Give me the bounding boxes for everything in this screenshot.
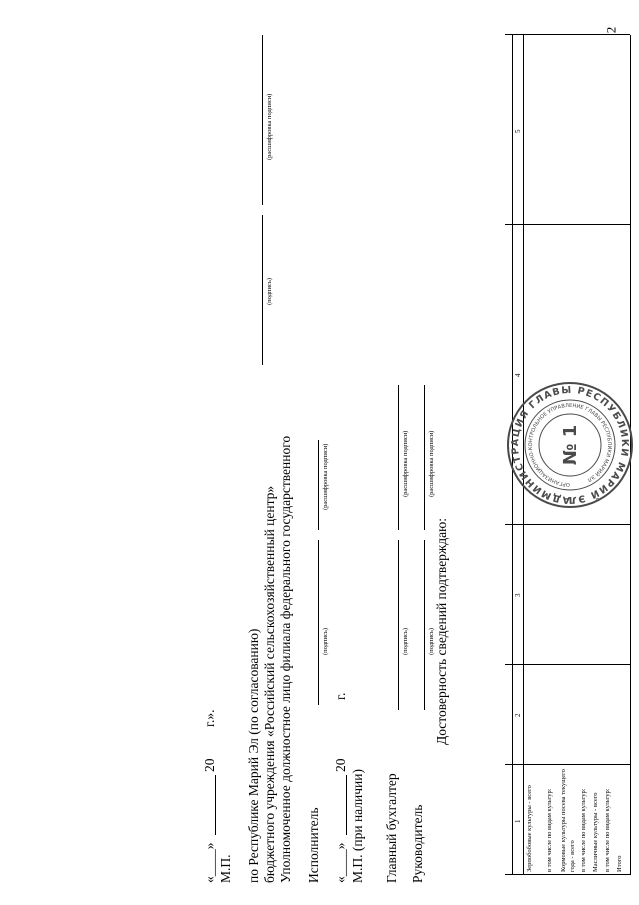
authorized-date-suffix: г.». xyxy=(202,709,217,727)
accountant-decode-caption: (расшифровка подписи) xyxy=(402,430,409,497)
head-signature-caption: (подпись) xyxy=(428,628,435,655)
authorized-stamp-place: М.П. xyxy=(218,854,233,883)
chief-accountant-label: Главный бухгалтер xyxy=(384,773,399,883)
executor-decode-caption: (расшифровка подписи) xyxy=(322,443,329,510)
page-number: 2 xyxy=(603,26,619,34)
authorized-signature-caption: (подпись) xyxy=(266,278,273,305)
column-number-1: 1 xyxy=(514,819,522,823)
official-seal xyxy=(505,380,635,510)
seal-center-number: № 1 xyxy=(560,424,581,466)
authorized-line-2: бюджетного учреждения «Российский сельскохозяйственный центр» xyxy=(262,485,277,883)
table-row: в том числе по видам культур: xyxy=(546,788,553,872)
column-number-3: 3 xyxy=(514,593,522,597)
date-open: «____» xyxy=(333,842,348,883)
accountant-signature-caption: (подпись) xyxy=(402,628,409,655)
table-row: Масличные культуры - всего xyxy=(592,792,599,872)
table-row: Кормовые культуры посева текущего года - всего xyxy=(560,769,576,872)
executor-label: Исполнитель xyxy=(306,807,321,883)
date-suffix: г. xyxy=(333,692,348,700)
authorized-date-year: 20 xyxy=(202,758,217,772)
authorized-date-open: «____» xyxy=(202,842,217,883)
attestation-heading: Достоверность сведений подтверждаю: xyxy=(434,518,449,745)
authorized-line-3: по Республике Марий Эл (по согласованию) xyxy=(246,628,261,883)
authorized-line-1: Уполномоченное должностное лицо филиала федерального государственного xyxy=(278,435,293,883)
table-row: Итого xyxy=(616,855,623,872)
column-number-5: 5 xyxy=(514,129,522,133)
executor-signature-caption: (подпись) xyxy=(322,628,329,655)
table-row: в том числе по видам культур: xyxy=(604,788,611,872)
stamp-place-label: М.П. (при наличии) xyxy=(350,769,365,883)
authorized-decode-caption: (расшифровка подписи) xyxy=(266,93,273,160)
head-decode-caption: (расшифровка подписи) xyxy=(428,430,435,497)
table-row: Зерпобобовые культуры - всего xyxy=(526,785,533,872)
column-number-2: 2 xyxy=(514,713,522,717)
seal-inner-text: ОРГАНИЗАЦИОННО-КОНТРОЛЬНОЕ УПРАВЛЕНИЕ ГЛАВЫ РЕСПУБЛИКИ МАРИЙ ЭЛ xyxy=(527,402,613,488)
date-year: 20 xyxy=(333,758,348,772)
head-label: Руководитель xyxy=(410,804,425,883)
table-row: в том числе по видам культур: xyxy=(580,788,587,872)
seal-outer-text: АДМИНИСТРАЦИЯ ГЛАВЫ РЕСПУБЛИКИ МАРИЙ ЭЛ xyxy=(509,384,631,506)
column-number-4: 4 xyxy=(514,373,522,377)
